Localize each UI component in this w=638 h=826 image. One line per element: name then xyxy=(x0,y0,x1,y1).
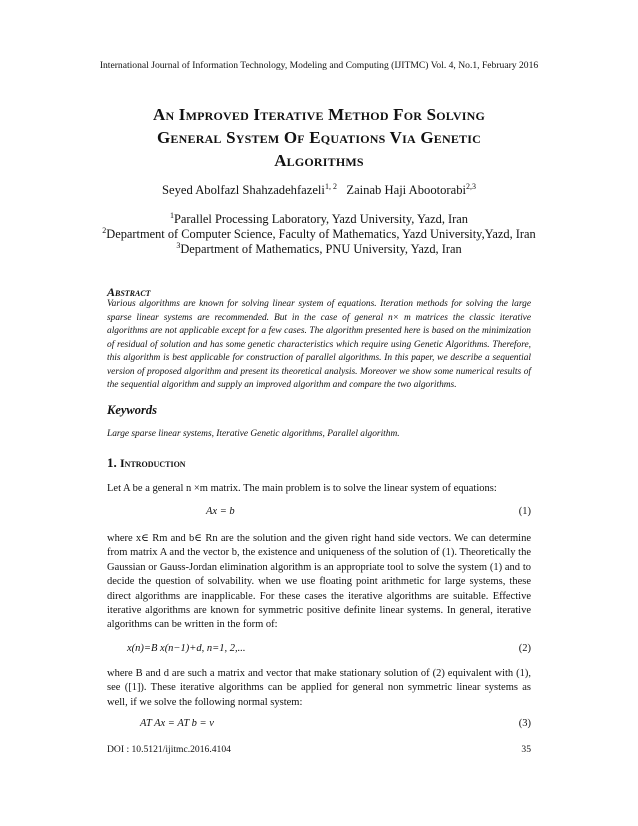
author-1-name: Seyed Abolfazl Shahzadehfazeli xyxy=(161,183,325,197)
affiliation-3-text: Department of Mathematics, PNU University, Yazd, Iran xyxy=(180,242,462,256)
intro-paragraph-3: where B and d are such a matrix and vector that make stationary solution of (2) equivalent with (1), see ([1]). These iterative algorithms can be applied for general non symmetric linear systems as well, if we solve the following normal system: xyxy=(107,668,531,708)
abstract-heading: Abstract xyxy=(107,285,151,299)
affiliation-3-sup: 3 xyxy=(176,240,181,250)
keywords-heading: Keywords xyxy=(107,403,157,417)
journal-header: International Journal of Information Technology, Modeling and Computing (IJITMC) Vol. 4, No.1, February 2016 xyxy=(99,60,539,71)
introduction-heading xyxy=(107,455,186,471)
footer-doi: DOI : 10.5121/ijitmc.2016.4104 xyxy=(107,744,231,755)
equation-3: AT Ax = AT b = v xyxy=(140,718,214,729)
authors xyxy=(0,183,638,198)
introduction-title: Introduction xyxy=(120,456,186,470)
page-number: 35 xyxy=(521,744,531,755)
affiliation-1-sup: 1 xyxy=(170,210,174,220)
title-line-3: Algorithms xyxy=(274,151,364,170)
intro-paragraph-2: where x∈ Rm and b∈ Rn are the solution and the given right hand side vectors. We can determine from matrix A and the vector b, the existence and uniqueness of the solution of (1). Theoretically the Gaussian or Gauss-Jordan elimination algorithm is an appropriate tool to solve the system (1) and to decide the question of solvability. when we use floating point arithmetic for large systems, these direct algorithms are inapplicable. For these cases the iterative algorithms are suitable. Effective iterative algorithms are known for symmetric positive definite linear systems. In general, iterative algorithms can be written in the form of: xyxy=(107,533,531,631)
affiliation-1-text: Parallel Processing Laboratory, Yazd University, Yazd, Iran xyxy=(174,212,468,226)
equation-2: x(n)=B x(n−1)+d, n=1, 2,... xyxy=(127,643,246,654)
keywords-text: Large sparse linear systems, Iterative Genetic algorithms, Parallel algorithm. xyxy=(107,429,400,439)
author-2-name: Zainab Haji Abootorabi xyxy=(346,183,467,197)
title-line-1: An Improved Iterative Method For Solving xyxy=(152,105,485,124)
paper-title xyxy=(60,103,578,172)
affiliation-2-text: Department of Computer Science, Faculty of Mathematics, Yazd University,Yazd, Iran xyxy=(106,227,536,241)
equation-1: Ax = b xyxy=(206,506,235,517)
affiliation-1 xyxy=(0,212,638,227)
affiliation-2 xyxy=(0,227,638,242)
equation-2-number: (2) xyxy=(518,643,531,654)
author-2-sup: 2,3 xyxy=(466,181,477,191)
equation-1-number: (1) xyxy=(518,506,531,517)
author-1-sup: 1, 2 xyxy=(324,181,337,191)
abstract-text: Various algorithms are known for solving linear system of equations. Iteration methods for solving the large sparse linear systems are recommended. But in the case of general n× m matrices the classic iterative algorithms are not applicable except for a few cases. The algorithm presented here is based on the minimization of residual of solution and has some genetic characteristics which require using Genetic Algorithms. Therefore, this algorithm is best applicable for construction of parallel algorithms. In this paper, we describe a sequential version of proposed algorithm and present its theoretical analysis. Moreover we show some numerical results of the sequential algorithm and supply an improved algorithm and compare the two algorithms. xyxy=(107,299,531,390)
affiliation-3 xyxy=(0,242,638,257)
title-line-2: General System Of Equations Via Genetic xyxy=(157,128,481,147)
introduction-number: 1. xyxy=(107,455,117,470)
intro-paragraph-1: Let A be a general n ×m matrix. The main problem is to solve the linear system of equations: xyxy=(107,483,497,494)
affiliation-2-sup: 2 xyxy=(102,225,107,235)
equation-3-number: (3) xyxy=(518,718,531,729)
